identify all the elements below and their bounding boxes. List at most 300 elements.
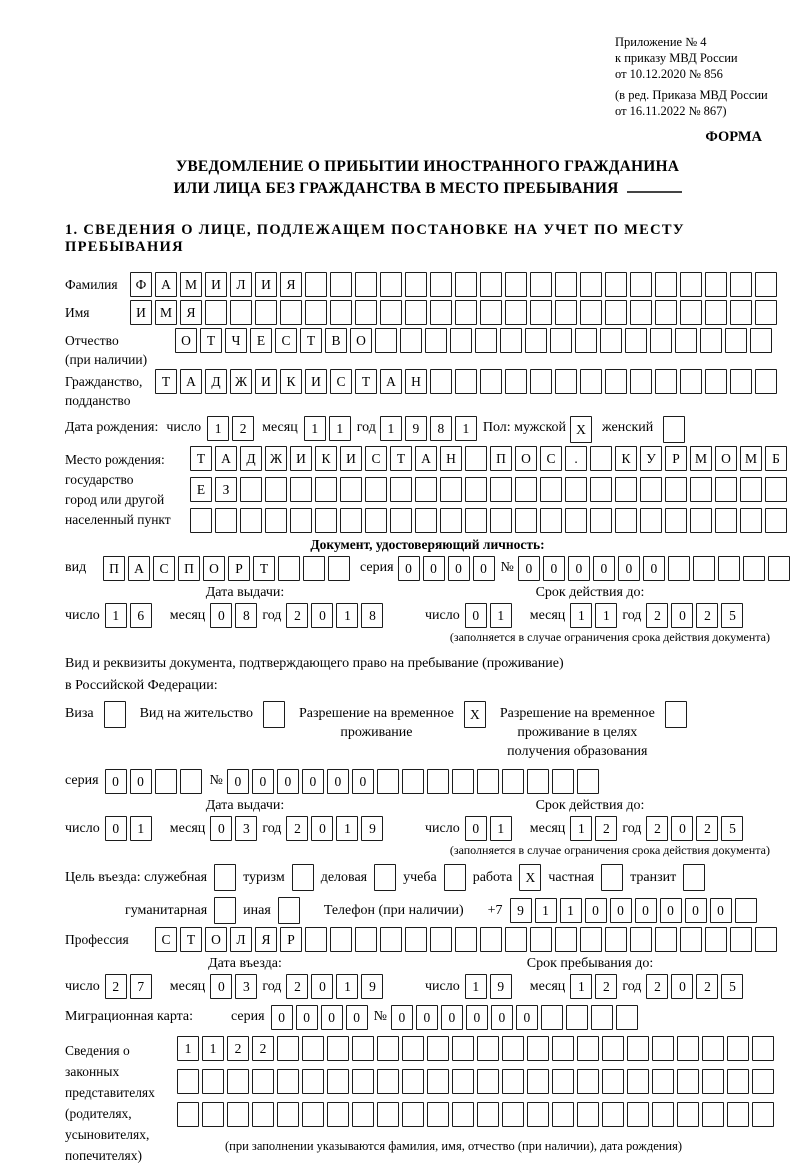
char-cell[interactable] <box>730 369 752 394</box>
char-cell[interactable] <box>540 508 562 533</box>
char-cell[interactable]: Ж <box>230 369 252 394</box>
char-cell[interactable] <box>475 328 497 353</box>
char-cell[interactable]: 2 <box>595 816 617 841</box>
char-cell[interactable] <box>340 508 362 533</box>
char-cell[interactable] <box>652 1069 674 1094</box>
char-cell[interactable] <box>380 927 402 952</box>
char-cell[interactable] <box>330 927 352 952</box>
checkbox-purpose-official[interactable] <box>214 864 236 891</box>
char-cell[interactable]: 0 <box>423 556 445 581</box>
char-cell[interactable] <box>377 1102 399 1127</box>
char-cell[interactable] <box>690 508 712 533</box>
char-cell[interactable]: 0 <box>618 556 640 581</box>
char-cell[interactable]: 9 <box>405 416 427 441</box>
char-cell[interactable] <box>280 300 302 325</box>
char-cell[interactable] <box>605 369 627 394</box>
char-cell[interactable] <box>252 1069 274 1094</box>
char-cell[interactable] <box>277 1102 299 1127</box>
char-cell[interactable]: Л <box>230 272 252 297</box>
char-cell[interactable] <box>677 1102 699 1127</box>
char-cell[interactable] <box>565 508 587 533</box>
char-cell[interactable] <box>727 1069 749 1094</box>
char-cell[interactable] <box>477 1036 499 1061</box>
char-cell[interactable]: М <box>180 272 202 297</box>
char-cell[interactable] <box>602 1036 624 1061</box>
char-cell[interactable] <box>530 369 552 394</box>
char-cell[interactable] <box>302 1069 324 1094</box>
char-cell[interactable]: 0 <box>210 816 232 841</box>
char-cell[interactable]: 1 <box>202 1036 224 1061</box>
char-cell[interactable] <box>735 898 757 923</box>
checkbox-temp-residence-edu[interactable] <box>665 701 687 728</box>
char-cell[interactable]: 0 <box>448 556 470 581</box>
char-cell[interactable]: О <box>175 328 197 353</box>
char-cell[interactable] <box>315 477 337 502</box>
char-cell[interactable] <box>652 1036 674 1061</box>
char-cell[interactable] <box>477 769 499 794</box>
char-cell[interactable]: А <box>155 272 177 297</box>
char-cell[interactable]: Я <box>180 300 202 325</box>
char-cell[interactable] <box>555 272 577 297</box>
char-cell[interactable]: 0 <box>321 1005 343 1030</box>
char-cell[interactable] <box>380 272 402 297</box>
char-cell[interactable] <box>427 769 449 794</box>
char-cell[interactable] <box>580 369 602 394</box>
char-cell[interactable] <box>527 1069 549 1094</box>
char-cell[interactable] <box>730 300 752 325</box>
char-cell[interactable] <box>541 1005 563 1030</box>
char-cell[interactable]: 0 <box>311 816 333 841</box>
char-cell[interactable]: Ф <box>130 272 152 297</box>
char-cell[interactable] <box>580 927 602 952</box>
char-cell[interactable]: П <box>103 556 125 581</box>
char-cell[interactable]: 0 <box>568 556 590 581</box>
char-cell[interactable] <box>427 1102 449 1127</box>
char-cell[interactable] <box>655 300 677 325</box>
char-cell[interactable]: 9 <box>510 898 532 923</box>
char-cell[interactable] <box>527 769 549 794</box>
char-cell[interactable]: Р <box>665 446 687 471</box>
char-cell[interactable]: Б <box>765 446 787 471</box>
char-cell[interactable]: 5 <box>721 974 743 999</box>
char-cell[interactable] <box>577 1102 599 1127</box>
checkbox-purpose-other[interactable] <box>278 897 300 924</box>
char-cell[interactable] <box>577 1036 599 1061</box>
char-cell[interactable] <box>452 1069 474 1094</box>
char-cell[interactable]: 2 <box>646 974 668 999</box>
char-cell[interactable] <box>405 927 427 952</box>
char-cell[interactable] <box>566 1005 588 1030</box>
char-cell[interactable]: С <box>330 369 352 394</box>
char-cell[interactable] <box>630 300 652 325</box>
char-cell[interactable] <box>740 508 762 533</box>
char-cell[interactable]: 1 <box>336 603 358 628</box>
char-cell[interactable] <box>380 300 402 325</box>
char-cell[interactable]: В <box>325 328 347 353</box>
char-cell[interactable]: 0 <box>296 1005 318 1030</box>
char-cell[interactable] <box>252 1102 274 1127</box>
char-cell[interactable] <box>655 927 677 952</box>
char-cell[interactable] <box>765 477 787 502</box>
char-cell[interactable] <box>602 1102 624 1127</box>
char-cell[interactable]: Р <box>280 927 302 952</box>
char-cell[interactable] <box>605 300 627 325</box>
char-cell[interactable] <box>490 477 512 502</box>
char-cell[interactable]: 2 <box>696 974 718 999</box>
checkbox-purpose-humanitarian[interactable] <box>214 897 236 924</box>
char-cell[interactable]: 0 <box>398 556 420 581</box>
char-cell[interactable] <box>630 369 652 394</box>
char-cell[interactable] <box>680 300 702 325</box>
char-cell[interactable] <box>530 300 552 325</box>
char-cell[interactable]: 0 <box>302 769 324 794</box>
char-cell[interactable] <box>590 446 612 471</box>
char-cell[interactable] <box>190 508 212 533</box>
char-cell[interactable] <box>552 1036 574 1061</box>
char-cell[interactable]: Т <box>180 927 202 952</box>
char-cell[interactable] <box>640 477 662 502</box>
char-cell[interactable] <box>675 328 697 353</box>
char-cell[interactable]: 8 <box>430 416 452 441</box>
char-cell[interactable] <box>480 927 502 952</box>
char-cell[interactable]: 1 <box>570 816 592 841</box>
char-cell[interactable] <box>650 328 672 353</box>
char-cell[interactable] <box>715 508 737 533</box>
char-cell[interactable] <box>677 1069 699 1094</box>
char-cell[interactable]: 1 <box>465 974 487 999</box>
char-cell[interactable]: 0 <box>466 1005 488 1030</box>
char-cell[interactable]: К <box>315 446 337 471</box>
char-cell[interactable] <box>530 927 552 952</box>
char-cell[interactable]: Ж <box>265 446 287 471</box>
char-cell[interactable]: С <box>540 446 562 471</box>
char-cell[interactable] <box>455 369 477 394</box>
checkbox-purpose-study[interactable] <box>444 864 466 891</box>
char-cell[interactable]: 1 <box>595 603 617 628</box>
char-cell[interactable] <box>177 1102 199 1127</box>
char-cell[interactable]: 0 <box>516 1005 538 1030</box>
char-cell[interactable]: А <box>128 556 150 581</box>
char-cell[interactable] <box>727 1102 749 1127</box>
char-cell[interactable] <box>743 556 765 581</box>
char-cell[interactable] <box>240 508 262 533</box>
char-cell[interactable] <box>365 477 387 502</box>
char-cell[interactable] <box>605 272 627 297</box>
char-cell[interactable] <box>277 1069 299 1094</box>
char-cell[interactable]: Р <box>228 556 250 581</box>
char-cell[interactable] <box>315 508 337 533</box>
char-cell[interactable]: 1 <box>570 974 592 999</box>
char-cell[interactable]: С <box>155 927 177 952</box>
char-cell[interactable] <box>750 328 772 353</box>
char-cell[interactable] <box>255 300 277 325</box>
char-cell[interactable]: 0 <box>671 603 693 628</box>
char-cell[interactable] <box>415 508 437 533</box>
char-cell[interactable]: 1 <box>380 416 402 441</box>
char-cell[interactable]: Е <box>190 477 212 502</box>
char-cell[interactable] <box>505 272 527 297</box>
char-cell[interactable]: А <box>380 369 402 394</box>
char-cell[interactable] <box>278 556 300 581</box>
char-cell[interactable]: 0 <box>643 556 665 581</box>
char-cell[interactable] <box>405 300 427 325</box>
char-cell[interactable]: 1 <box>304 416 326 441</box>
char-cell[interactable] <box>505 300 527 325</box>
char-cell[interactable] <box>590 477 612 502</box>
char-cell[interactable]: 3 <box>235 816 257 841</box>
char-cell[interactable] <box>615 508 637 533</box>
char-cell[interactable] <box>402 1069 424 1094</box>
char-cell[interactable] <box>552 1069 574 1094</box>
char-cell[interactable] <box>665 508 687 533</box>
char-cell[interactable]: Л <box>230 927 252 952</box>
char-cell[interactable] <box>155 769 177 794</box>
char-cell[interactable] <box>630 927 652 952</box>
char-cell[interactable]: Я <box>255 927 277 952</box>
char-cell[interactable]: 2 <box>227 1036 249 1061</box>
char-cell[interactable]: П <box>178 556 200 581</box>
char-cell[interactable]: С <box>275 328 297 353</box>
char-cell[interactable] <box>668 556 690 581</box>
char-cell[interactable]: 1 <box>490 816 512 841</box>
char-cell[interactable] <box>440 508 462 533</box>
char-cell[interactable] <box>705 272 727 297</box>
char-cell[interactable] <box>705 300 727 325</box>
char-cell[interactable] <box>202 1069 224 1094</box>
char-cell[interactable]: Н <box>405 369 427 394</box>
char-cell[interactable]: 1 <box>130 816 152 841</box>
char-cell[interactable] <box>527 1036 549 1061</box>
char-cell[interactable] <box>265 508 287 533</box>
char-cell[interactable] <box>752 1102 774 1127</box>
char-cell[interactable]: М <box>740 446 762 471</box>
char-cell[interactable] <box>327 1036 349 1061</box>
char-cell[interactable] <box>265 477 287 502</box>
char-cell[interactable] <box>600 328 622 353</box>
char-cell[interactable] <box>768 556 790 581</box>
char-cell[interactable] <box>555 300 577 325</box>
char-cell[interactable] <box>502 1036 524 1061</box>
char-cell[interactable] <box>502 769 524 794</box>
char-cell[interactable] <box>515 477 537 502</box>
char-cell[interactable] <box>591 1005 613 1030</box>
char-cell[interactable]: 0 <box>416 1005 438 1030</box>
char-cell[interactable] <box>305 300 327 325</box>
char-cell[interactable] <box>500 328 522 353</box>
char-cell[interactable] <box>215 508 237 533</box>
char-cell[interactable]: 1 <box>105 603 127 628</box>
char-cell[interactable] <box>702 1102 724 1127</box>
checkbox-male[interactable]: X <box>570 416 592 443</box>
char-cell[interactable] <box>590 508 612 533</box>
char-cell[interactable] <box>177 1069 199 1094</box>
char-cell[interactable]: 2 <box>286 816 308 841</box>
checkbox-purpose-private[interactable] <box>601 864 623 891</box>
char-cell[interactable]: 1 <box>455 416 477 441</box>
char-cell[interactable] <box>605 927 627 952</box>
char-cell[interactable] <box>328 556 350 581</box>
char-cell[interactable]: Н <box>440 446 462 471</box>
char-cell[interactable] <box>290 508 312 533</box>
char-cell[interactable] <box>430 300 452 325</box>
char-cell[interactable]: О <box>515 446 537 471</box>
char-cell[interactable] <box>402 1036 424 1061</box>
char-cell[interactable] <box>502 1069 524 1094</box>
char-cell[interactable]: 1 <box>490 603 512 628</box>
char-cell[interactable]: 2 <box>646 603 668 628</box>
char-cell[interactable] <box>440 477 462 502</box>
char-cell[interactable] <box>718 556 740 581</box>
char-cell[interactable] <box>452 1102 474 1127</box>
char-cell[interactable]: 0 <box>585 898 607 923</box>
char-cell[interactable] <box>580 300 602 325</box>
char-cell[interactable]: И <box>205 272 227 297</box>
char-cell[interactable]: М <box>155 300 177 325</box>
char-cell[interactable]: 1 <box>207 416 229 441</box>
char-cell[interactable]: Т <box>190 446 212 471</box>
char-cell[interactable] <box>630 272 652 297</box>
char-cell[interactable]: 0 <box>277 769 299 794</box>
char-cell[interactable] <box>427 1036 449 1061</box>
char-cell[interactable] <box>465 477 487 502</box>
char-cell[interactable] <box>477 1069 499 1094</box>
char-cell[interactable] <box>580 272 602 297</box>
char-cell[interactable] <box>330 300 352 325</box>
char-cell[interactable] <box>365 508 387 533</box>
char-cell[interactable] <box>377 1036 399 1061</box>
char-cell[interactable]: 1 <box>560 898 582 923</box>
char-cell[interactable] <box>377 769 399 794</box>
char-cell[interactable] <box>515 508 537 533</box>
char-cell[interactable]: 0 <box>491 1005 513 1030</box>
char-cell[interactable] <box>303 556 325 581</box>
char-cell[interactable]: 9 <box>361 974 383 999</box>
char-cell[interactable] <box>655 369 677 394</box>
checkbox-purpose-work[interactable]: X <box>519 864 541 891</box>
checkbox-residence-permit[interactable] <box>263 701 285 728</box>
char-cell[interactable] <box>480 369 502 394</box>
char-cell[interactable]: А <box>180 369 202 394</box>
char-cell[interactable]: С <box>365 446 387 471</box>
char-cell[interactable] <box>552 1102 574 1127</box>
char-cell[interactable] <box>730 927 752 952</box>
char-cell[interactable]: 2 <box>696 816 718 841</box>
char-cell[interactable]: 2 <box>232 416 254 441</box>
char-cell[interactable]: 0 <box>441 1005 463 1030</box>
char-cell[interactable] <box>527 1102 549 1127</box>
char-cell[interactable]: 0 <box>635 898 657 923</box>
char-cell[interactable] <box>616 1005 638 1030</box>
char-cell[interactable] <box>677 1036 699 1061</box>
char-cell[interactable] <box>665 477 687 502</box>
char-cell[interactable] <box>352 1102 374 1127</box>
char-cell[interactable] <box>577 1069 599 1094</box>
char-cell[interactable] <box>455 300 477 325</box>
char-cell[interactable] <box>755 369 777 394</box>
char-cell[interactable]: Т <box>253 556 275 581</box>
char-cell[interactable] <box>352 1069 374 1094</box>
char-cell[interactable]: Т <box>355 369 377 394</box>
char-cell[interactable] <box>655 272 677 297</box>
char-cell[interactable] <box>390 477 412 502</box>
char-cell[interactable] <box>555 369 577 394</box>
char-cell[interactable]: 0 <box>105 769 127 794</box>
char-cell[interactable] <box>680 272 702 297</box>
char-cell[interactable] <box>530 272 552 297</box>
char-cell[interactable]: С <box>153 556 175 581</box>
char-cell[interactable] <box>290 477 312 502</box>
char-cell[interactable]: 2 <box>286 974 308 999</box>
char-cell[interactable] <box>755 300 777 325</box>
char-cell[interactable] <box>377 1069 399 1094</box>
char-cell[interactable]: И <box>290 446 312 471</box>
char-cell[interactable] <box>577 769 599 794</box>
char-cell[interactable] <box>302 1036 324 1061</box>
char-cell[interactable]: 1 <box>329 416 351 441</box>
char-cell[interactable] <box>680 927 702 952</box>
char-cell[interactable] <box>480 272 502 297</box>
char-cell[interactable] <box>180 769 202 794</box>
checkbox-female[interactable] <box>663 416 685 443</box>
char-cell[interactable] <box>452 1036 474 1061</box>
char-cell[interactable]: 0 <box>391 1005 413 1030</box>
char-cell[interactable]: 2 <box>252 1036 274 1061</box>
char-cell[interactable]: 0 <box>352 769 374 794</box>
char-cell[interactable] <box>652 1102 674 1127</box>
char-cell[interactable] <box>480 300 502 325</box>
char-cell[interactable] <box>490 508 512 533</box>
char-cell[interactable]: 0 <box>671 974 693 999</box>
char-cell[interactable] <box>505 369 527 394</box>
char-cell[interactable]: 0 <box>327 769 349 794</box>
char-cell[interactable] <box>227 1102 249 1127</box>
char-cell[interactable] <box>752 1069 774 1094</box>
char-cell[interactable]: 0 <box>543 556 565 581</box>
char-cell[interactable] <box>627 1036 649 1061</box>
char-cell[interactable] <box>430 272 452 297</box>
char-cell[interactable]: 0 <box>105 816 127 841</box>
char-cell[interactable]: 0 <box>130 769 152 794</box>
char-cell[interactable] <box>230 300 252 325</box>
char-cell[interactable]: 6 <box>130 603 152 628</box>
checkbox-temp-residence[interactable]: X <box>464 701 486 728</box>
char-cell[interactable]: Я <box>280 272 302 297</box>
char-cell[interactable] <box>755 927 777 952</box>
char-cell[interactable] <box>715 477 737 502</box>
char-cell[interactable]: Д <box>240 446 262 471</box>
char-cell[interactable]: 0 <box>710 898 732 923</box>
char-cell[interactable]: 0 <box>346 1005 368 1030</box>
char-cell[interactable] <box>427 1069 449 1094</box>
char-cell[interactable]: 8 <box>361 603 383 628</box>
char-cell[interactable] <box>227 1069 249 1094</box>
char-cell[interactable]: 2 <box>696 603 718 628</box>
char-cell[interactable]: 9 <box>490 974 512 999</box>
char-cell[interactable] <box>277 1036 299 1061</box>
char-cell[interactable]: 0 <box>311 974 333 999</box>
char-cell[interactable] <box>552 769 574 794</box>
char-cell[interactable]: 1 <box>336 974 358 999</box>
char-cell[interactable]: Ч <box>225 328 247 353</box>
char-cell[interactable]: 2 <box>105 974 127 999</box>
char-cell[interactable]: 0 <box>610 898 632 923</box>
char-cell[interactable]: Т <box>200 328 222 353</box>
char-cell[interactable] <box>555 927 577 952</box>
char-cell[interactable] <box>202 1102 224 1127</box>
char-cell[interactable]: 0 <box>227 769 249 794</box>
char-cell[interactable] <box>477 1102 499 1127</box>
char-cell[interactable] <box>740 477 762 502</box>
